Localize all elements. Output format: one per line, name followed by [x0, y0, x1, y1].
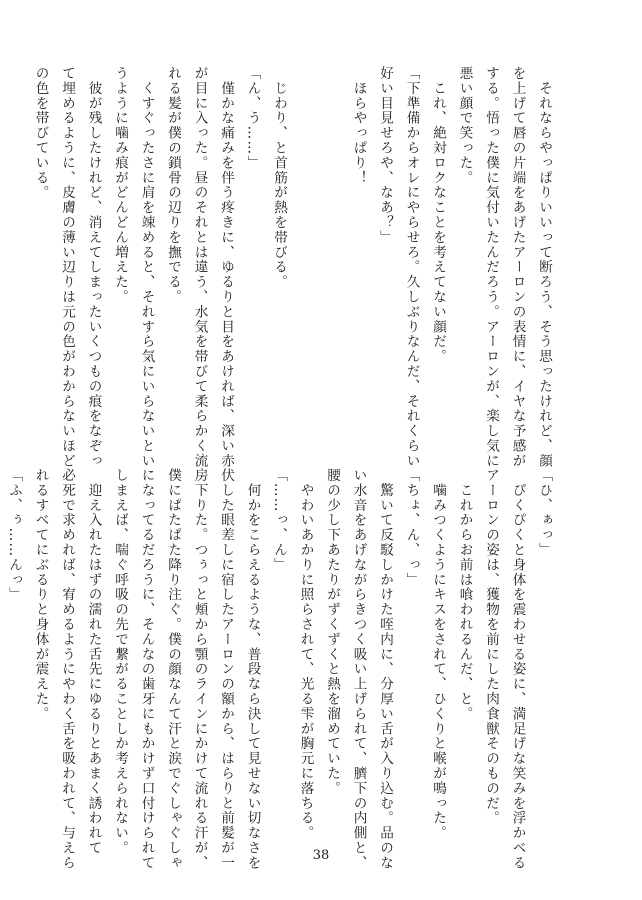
text-line: 何かをこらえるような、普段なら決して見せない切なさを — [244, 468, 261, 871]
page-number: 38 — [312, 848, 330, 863]
text-line: する。悟った僕に気付いたんだろう。アーロンが、楽し気に — [483, 66, 499, 469]
text-line — [292, 66, 319, 414]
text-line: アーロンの姿は、獲物を前にした肉食獣そのものだ。 — [483, 468, 499, 826]
text-line: 噛みつくようにキスをされて、ひくりと喉が鳴った。 — [430, 468, 446, 841]
text-line: 彼が残したけれど、消えてしまったいくつもの痕をなぞっ — [85, 66, 102, 469]
text-line: が目に入った。昼のそれとは違う、水気を帯びて柔らかく流 — [191, 66, 208, 469]
text-line: 必死で求めれば、宥めるようにやわく舌を吸われて、与えら — [59, 468, 75, 871]
text-line: 「ちょ、ん、っ」 — [403, 468, 420, 588]
text-line: 僅かな痛みを伴う疼きに、ゆるりと目をあければ、深い赤 — [218, 66, 234, 469]
text-line: 「下準備からオレにやらせろ。久しぶりなんだ、それくらい — [403, 66, 420, 469]
text-line: それならやっぱりいいって断ろう、そう思ったけれど、顔 — [536, 66, 552, 469]
text-line: れるすべてにぶるりと身体が震えた。 — [32, 468, 49, 722]
text-line: を上げて唇の片端をあげたアーロンの表情に、イヤな予感が — [509, 66, 526, 469]
text-line: になってるだろうに、そんなの歯牙にもかけず口付けられて — [138, 468, 155, 871]
text-line: 「ん、う……」 — [244, 66, 261, 171]
text-line: い水音をあげながらきつく吸い上げられて、臍下の内側と、 — [350, 468, 367, 871]
text-line: 悪い顔で笑った。 — [456, 66, 473, 186]
text-line: やわいあかりに照らされて、光る雫が胸元に落ちる。 — [297, 468, 314, 841]
text-line: 「ひ、ぁっ」 — [536, 468, 552, 558]
text-line: 好い目見せろや、なあ？」 — [377, 66, 393, 245]
text-line: 「……っ、ん」 — [271, 468, 287, 573]
text-line: じわり、と首筋が熱を帯びる。 — [271, 66, 287, 290]
text-line: 「ふ、ぅ……んっ」 — [6, 468, 22, 603]
text-line: 僕にぱたぱた降り注ぐ。僕の顔なんて汗と涙でぐしゃぐしゃ — [165, 468, 181, 871]
upper-text-block — [32, 66, 557, 469]
text-line: うように噛み痕がどんどん増えた。 — [112, 66, 128, 305]
text-line: しまえば、喘ぐ呼吸の先で繋がることしか考えられない。 — [112, 468, 128, 856]
text-line: の色を帯びている。 — [32, 66, 49, 201]
text-line: ぴくぴくと身体を震わせる姿に、満足げな笑みを浮かべる — [509, 468, 526, 871]
text-line: 腰の少し下あたりがずくずくと熱を溜めていた。 — [324, 468, 340, 796]
text-line: 驚いて反駁しかけた咥内に、分厚い舌が入り込む。品のな — [377, 468, 393, 871]
text-line — [319, 66, 346, 414]
text-line: 迎え入れたはずの濡れた舌先にゆるりとあまく誘われて — [85, 468, 102, 856]
text-line: これからお前は喰われるんだ、と。 — [456, 468, 473, 722]
text-line: くすぐったさに肩を竦めると、それすら気にいらないとい — [138, 66, 155, 469]
text-line: れる髪が僕の鎖骨の辺りを撫でる。 — [165, 66, 181, 305]
text-line: これ、絶対ロクなことを考えてない顔だ。 — [430, 66, 446, 364]
text-line: 伏した眼差しに宿したアーロンの額から、はらりと前髪が一 — [218, 468, 234, 871]
text-line: 房下りた。つぅっと頬から顎のラインにかけて流れる汗が、 — [191, 468, 208, 871]
text-line: て埋めるように、皮膚の薄い辺りは元の色がわからないほど — [59, 66, 75, 469]
text-line: ほらやっぱり！ — [350, 66, 367, 186]
